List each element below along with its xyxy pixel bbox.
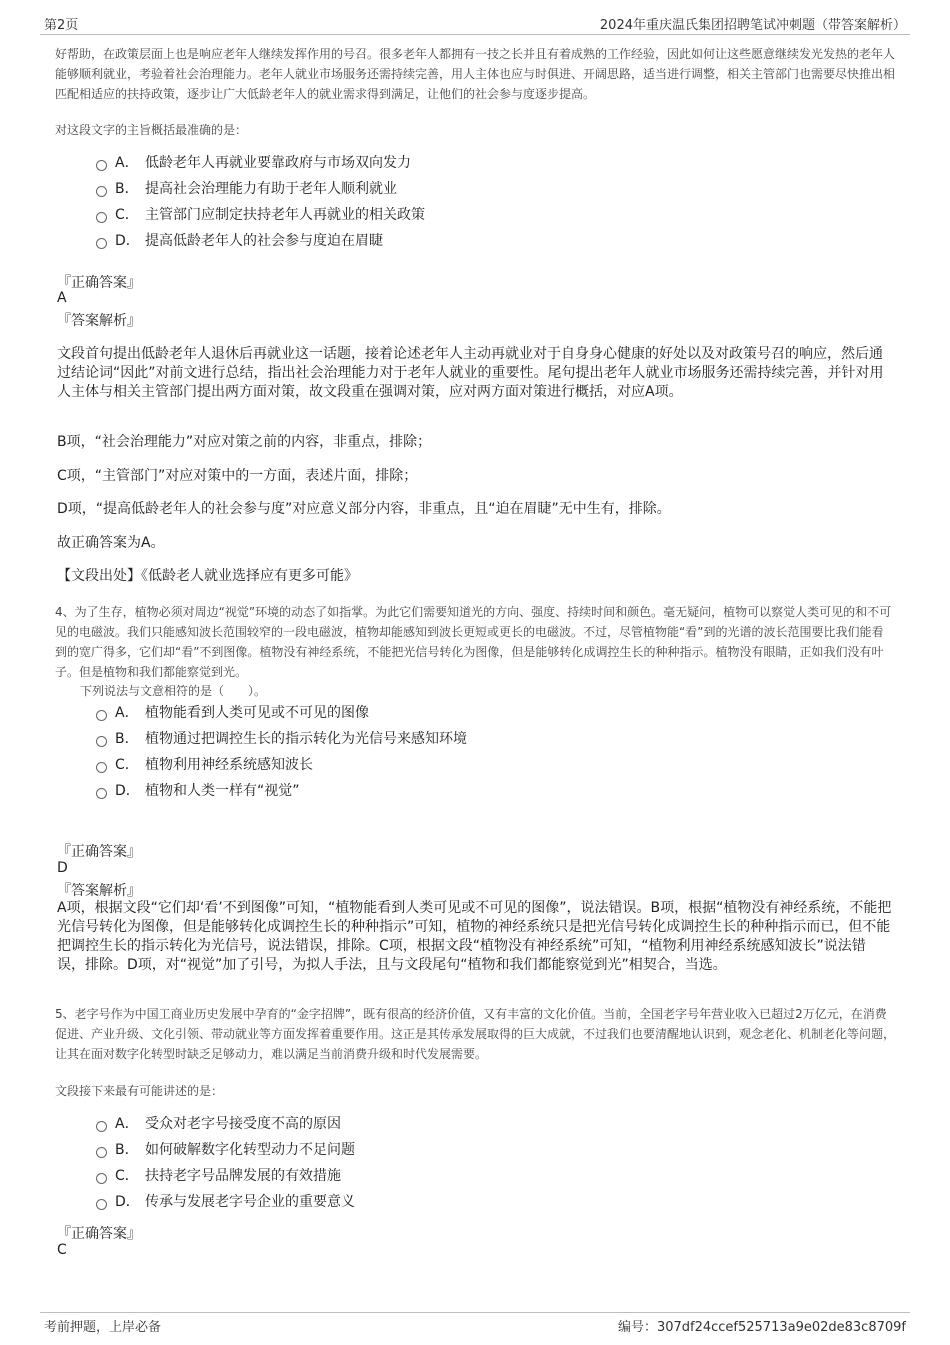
q5-passage: 5、老字号作为中国工商业历史发展中孕育的“金字招牌”，既有很高的经济价值，又有丰富的文化价值。当前，全国老字号年营业收入已超过2万亿元，在消费促进、产业升级、文化引领、带动就业等方面发挥着重要作用。这正是其传承发展取得的巨大成就，不过我们也要清醒地认识到，观念老化、机制老化等问题，让其在面对数字化转型时缺乏足够动力，难以满足当前消费升级和时代发展需要。: [55, 1007, 896, 1061]
q4-correct-label: 『正确答案』: [57, 844, 141, 860]
q4-option-c[interactable]: C． 植物利用神经系统感知波长: [96, 755, 313, 775]
q3-option-a[interactable]: A． 低龄老年人再就业要靠政府与市场双向发力: [96, 153, 411, 173]
q3-option-b[interactable]: B． 提高社会治理能力有助于老年人顺利就业: [96, 179, 397, 199]
q5-question: 文段接下来最有可能讲述的是：: [55, 1084, 224, 1098]
q3-option-d[interactable]: D． 提高低龄老年人的社会参与度迫在眉睫: [96, 231, 383, 251]
q4-analysis-label: 『答案解析』: [57, 883, 141, 899]
q5-option-a[interactable]: A． 受众对老字号接受度不高的原因: [96, 1114, 341, 1134]
radio-icon[interactable]: [96, 736, 107, 747]
q4-option-d[interactable]: D． 植物和人类一样有“视觉”: [96, 781, 300, 801]
q4-analysis: A项，根据文段“它们却‘看’不到图像”可知，“植物能看到人类可见或不可见的图像”，说法错误。B项，根据“植物没有神经系统，不能把光信号转化为图像，但是能够转化成调控生长的种种指示”可知，植物的神经系统只是把光信号转化成调控生长的种种指示而已，但不能把调控生长的指示转化为光信号，说法错误，排除。C项，根据文段“植物没有神经系统”可知，“植物利用神经系统感知波长”说法错误，排除。D项，对“视觉”加了引号，为拟人手法，且与文段尾句“植物和我们都能察觉到光”相契合，当选。: [57, 900, 892, 973]
q4-option-b[interactable]: B． 植物通过把调控生长的指示转化为光信号来感知环境: [96, 729, 467, 749]
q3-answer: A: [57, 290, 67, 306]
radio-icon[interactable]: [96, 762, 107, 773]
radio-icon[interactable]: [96, 710, 107, 721]
q5-option-b[interactable]: B． 如何破解数字化转型动力不足问题: [96, 1140, 355, 1160]
radio-icon[interactable]: [96, 186, 107, 197]
q3-analysis-d: D项，“提高低龄老年人的社会参与度”对应意义部分内容，非重点，且“迫在眉睫”无中生有，排除。: [57, 501, 671, 517]
q3-source: 【文段出处】《低龄老人就业选择应有更多可能》: [57, 568, 358, 584]
q4-passage: 4、为了生存，植物必须对周边“视觉”环境的动态了如指掌。为此它们需要知道光的方向、强度、持续时间和颜色。毫无疑问，植物可以察觉人类可见的和不可见的电磁波。我们只能感知波长范围较窄的一段电磁波，植物却能感知到波长更短或更长的电磁波。不过，尽管植物能“看”到的光谱的波长范围要比我们能看到的宽广得多，它们却“看”不到图像。植物没有神经系统，不能把光信号转化为图像，但是能够转化成调控生长的种种指示。植物没有眼睛，正如我们没有叶子。但是植物和我们都能察觉到光。: [55, 605, 892, 679]
radio-icon[interactable]: [96, 1121, 107, 1132]
page-number: 第2页: [44, 18, 79, 33]
q5-option-d[interactable]: D． 传承与发展老字号企业的重要意义: [96, 1192, 355, 1212]
page-header: [40, 12, 910, 35]
q3-analysis-conclusion: 故正确答案为A。: [57, 535, 165, 551]
q4-option-a[interactable]: A． 植物能看到人类可见或不可见的图像: [96, 703, 369, 723]
q3-correct-label: 『正确答案』: [57, 275, 141, 291]
q4-answer: D: [57, 860, 68, 876]
footer-doc-id: 编号：307df24ccef525713a9e02de83c8709f: [617, 1320, 906, 1335]
q3-analysis-c: C项，“主管部门”对应对策中的一方面，表述片面，排除；: [57, 468, 418, 484]
q5-option-c[interactable]: C． 扶持老字号品牌发展的有效措施: [96, 1166, 341, 1186]
page-footer: [40, 1312, 910, 1335]
q3-option-c[interactable]: C． 主管部门应制定扶持老年人再就业的相关政策: [96, 205, 425, 225]
q3-passage: 好帮助，在政策层面上也是响应老年人继续发挥作用的号召。很多老年人都拥有一技之长并且有着成熟的工作经验，因此如何让这些愿意继续发光发热的老年人能够顺利就业，考验着社会治理能力。老年人就业市场服务还需持续完善，用人主体也应与时俱进、开阔思路，适当进行调整，相关主管部门也需要尽快推出相匹配相适应的扶持政策，逐步让广大低龄老年人的就业需求得到满足，让他们的社会参与度逐步提高。: [55, 47, 896, 101]
radio-icon[interactable]: [96, 212, 107, 223]
radio-icon[interactable]: [96, 160, 107, 171]
q3-analysis-main: 文段首句提出低龄老年人退休后再就业这一话题，接着论述老年人主动再就业对于自身身心健康的好处以及对政策号召的响应，然后通过结论词“因此”对前文进行总结，指出社会治理能力对于老年人就业的重要性。尾句提出老年人就业市场服务还需持续完善，并针对用人主体与相关主管部门提出两方面对策，故文段重在强调对策，应对两方面对策进行概括，对应A项。: [57, 346, 884, 400]
radio-icon[interactable]: [96, 1199, 107, 1210]
q5-answer: C: [57, 1242, 67, 1258]
document-title: 2024年重庆温氏集团招聘笔试冲刺题（带答案解析）: [599, 18, 906, 33]
q3-analysis-label: 『答案解析』: [57, 313, 141, 329]
q3-analysis-b: B项，“社会治理能力”对应对策之前的内容，非重点，排除；: [57, 434, 432, 450]
q4-question: 下列说法与文意相符的是（ ）。: [80, 684, 267, 698]
radio-icon[interactable]: [96, 1173, 107, 1184]
radio-icon[interactable]: [96, 788, 107, 799]
q3-question: 对这段文字的主旨概括最准确的是：: [55, 123, 248, 137]
radio-icon[interactable]: [96, 1147, 107, 1158]
radio-icon[interactable]: [96, 238, 107, 249]
footer-slogan: 考前押题，上岸必备: [44, 1320, 162, 1335]
q5-correct-label: 『正确答案』: [57, 1226, 141, 1242]
